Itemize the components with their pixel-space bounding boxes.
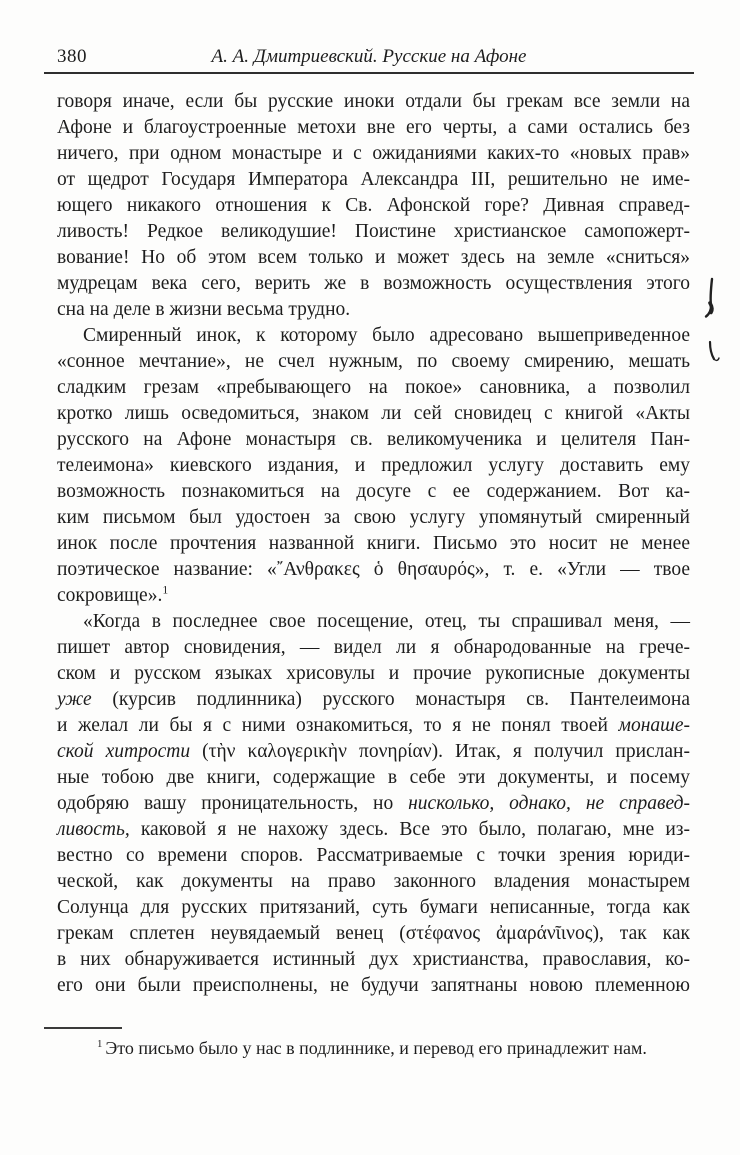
ink-mark-icon [700, 340, 724, 368]
text-line: в них обнаруживается истинный дух христианства, православия, ко- [57, 949, 690, 970]
text-line: ской хитрости (τὴν καλογερικὴν πονηρίαν). Итак, я получил прислан- [57, 741, 690, 762]
text-line: ливость! Редкое великодушие! Поистине христианское самопожерт- [57, 221, 690, 242]
text-line: его они были преисполнены, не будучи запятнаны новою племенною [57, 975, 690, 996]
text-line: возможность познакомиться на досуге с ее содержанием. Вот ка- [57, 481, 690, 502]
header-rule [44, 72, 694, 74]
paragraph [57, 609, 690, 999]
text-line: Солунца для русских притязаний, суть бумаги неписанные, тогда как [57, 897, 690, 918]
paragraph [57, 323, 690, 609]
text-line: пишет автор сновидения, — видел ли я обнародованные на грече- [57, 637, 690, 658]
text-line: ные тобою две книги, содержащие в себе эти документы, и посему [57, 767, 690, 788]
text-line: сокровище».$^1$ [57, 583, 169, 606]
footnote-marker: 1 [97, 1038, 103, 1050]
text-line: Смиренный инок, к которому было адресовано вышеприведенное [83, 325, 690, 346]
text-line: «сонное мечтание», не счел нужным, по своему смирению, мешать [57, 351, 690, 372]
text-line: грекам сплетен неувядаемый венец (στέφανος ἀμαράνῖινος), так как [57, 923, 690, 944]
text-line: кротко лишь осведомиться, знаком ли сей сновидец с книгой «Акты [57, 403, 690, 424]
text-line: сладким грезам «пребывающего на покое» сановника, а позволил [57, 377, 690, 398]
text-line: «Когда в последнее свое посещение, отец, ты спрашивал меня, — [83, 611, 690, 632]
text-line: и желал ли бы я с ними ознакомиться, то я не понял твоей монаше- [57, 715, 690, 736]
text-line: ничего, при одном монастыре и с ожиданиями каких-то «новых прав» [57, 143, 690, 164]
text-line: Афоне и благоустроенные метохи вне его черты, а сами остались без [57, 117, 690, 138]
text-line: одобряю вашу проницательность, но нисколько, однако, не справед- [57, 793, 690, 814]
footnote-text: Это письмо было у нас в подлиннике, и перевод его принадлежит нам. [105, 1038, 647, 1058]
text-line: уже (курсив подлинника) русского монастыря св. Пантелеимона [57, 689, 690, 710]
text-line: ском и русском языках хрисовулы и прочие рукописные документы [57, 663, 690, 684]
text-line: вестно со времени споров. Рассматриваемые с точки зрения юриди- [57, 845, 690, 866]
text-line: русского на Афоне монастыря св. великомученика и целителя Пан- [57, 429, 690, 450]
paragraph [57, 89, 690, 323]
text-line: телеимона» киевского издания, и предложил услугу доставить ему [57, 455, 690, 476]
text-line: ющего никакого отношения к Св. Афонской горе? Дивная справед- [57, 195, 690, 216]
text-line: ческой, как документы на право законного владения монастырем [57, 871, 690, 892]
body-text [57, 89, 690, 999]
text-line: мудрецам века сего, верить же в возможность осуществления этого [57, 273, 690, 294]
footnote [57, 1036, 690, 1060]
running-title: А. А. Дмитриевский. Русские на Афоне [211, 46, 527, 67]
text-line: поэтическое название: «῎Ανθρακες ὁ θησαυρός», т. е. «Угли — твое [57, 559, 690, 580]
text-line: сна на деле в жизни весьма трудно. [57, 299, 351, 320]
text-line: ким письмом был удостоен за свою услугу упомянутый смиренный [57, 507, 690, 528]
text-line: инок после прочтения названной книги. Письмо это носит не менее [57, 533, 690, 554]
text-line: вование! Но об этом всем только и может здесь на земле «сниться» [57, 247, 690, 268]
ink-mark-icon [698, 276, 724, 322]
text-line: от щедрот Государя Императора Александра III, решительно не име- [57, 169, 690, 190]
page-header [44, 46, 694, 70]
text-line: говоря иначе, если бы русские иноки отдали бы грекам все земли на [57, 91, 690, 112]
footnote-rule [44, 1027, 122, 1029]
page-number: 380 [57, 46, 87, 67]
text-line: ливость, каковой я не нахожу здесь. Все это было, полагаю, мне из- [57, 819, 690, 840]
